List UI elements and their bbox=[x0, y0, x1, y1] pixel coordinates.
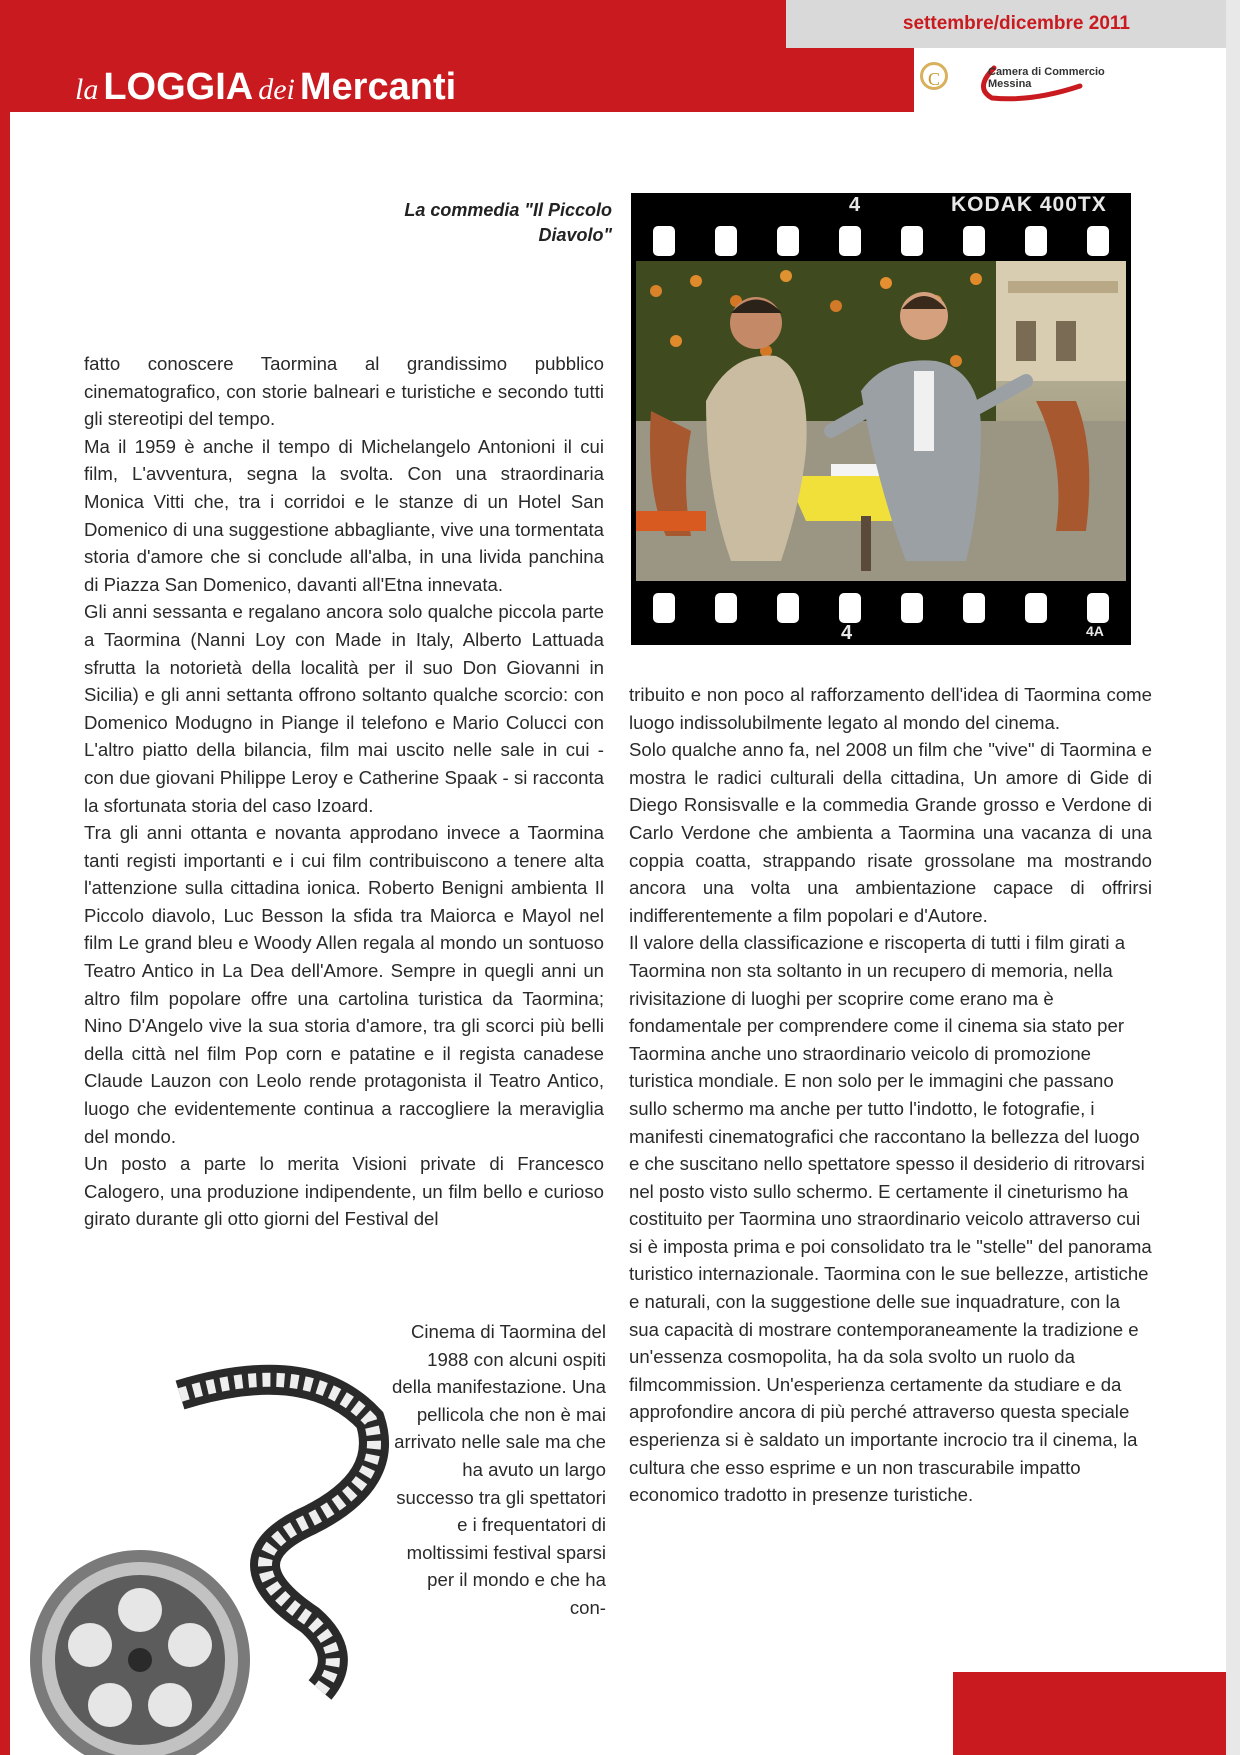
film-perforation bbox=[839, 226, 861, 256]
film-perforation bbox=[777, 226, 799, 256]
film-bottom-code: 4A bbox=[1086, 623, 1104, 639]
film-frame-number: 4 bbox=[849, 194, 861, 216]
article-column-left bbox=[84, 350, 604, 1233]
paragraph: Solo qualche anno fa, nel 2008 un film che "vive" di Taormina e mostra le radici culturali della cittadina, Un amore di Gide di Diego Ronsisvalle e la commedia Grande grosso e Verdone di Carlo Verdone che ambienta a Taormina una vacanza di una coppia coatta, strappando risate grossolane ma mostrando ancora una volta una ambientazione capace di offrirsi indifferentemente a film popolari e d'Autore. bbox=[629, 739, 1152, 926]
paragraph: Cinema di Taormina del 1988 con alcuni ospiti della manifestazione. Una pellicola che non è mai arrivato nelle sale ma che ha avuto un largo successo tra gli spettatori e i frequentatori di moltissimi festival sparsi per il mondo e che ha con- bbox=[392, 1321, 606, 1618]
magazine-logo bbox=[70, 62, 456, 112]
film-perforation bbox=[963, 226, 985, 256]
paragraph: tribuito e non poco al rafforzamento dell'idea di Taormina come luogo indissolubilmente legato al mondo del cinema. bbox=[629, 684, 1152, 733]
film-bottom-number: 4 bbox=[841, 622, 853, 644]
paragraph: Ma il 1959 è anche il tempo di Michelangelo Antonioni il cui film, L'avventura, segna la svolta. Con una straordinaria Monica Vitti che, tra i corridoi e le stanze di un Hotel San Domenico di una suggestione abbagliante, vive una tormentata storia d'amore che si conclude all'alba, in una livida panchina di Piazza San Domenico, davanti all'Etna innevata. bbox=[84, 435, 604, 595]
paragraph: Un posto a parte lo merita Visioni private di Francesco Calogero, una produzione indipendente, un film bello e curioso girato durante gli otto giorni del Festival del bbox=[84, 1153, 604, 1230]
film-brand-label: KODAK 400TX bbox=[951, 193, 1107, 216]
film-perforation bbox=[901, 226, 923, 256]
photo-caption: La commedia "Il Piccolo Diavolo" bbox=[404, 200, 612, 245]
paragraph: Il valore della classificazione e riscoperta di tutti i film girati a Taormina non sta soltanto in un recupero di memoria, nella rivisitazione di luoghi per scoprire come erano ma è fondamentale per comprendere come il cinema sia stato per Taormina anche uno straordinario veicolo di promozione turistica mondiale. E non solo per le immagini che passano sullo schermo ma anche per tutto l'indotto, le fotografie, i manifesti cinematografici che raccontano la bellezza del luogo e che suscitano nello spettatore spesso il desiderio di ritrovarsi nel posto visto sullo schermo. E certamente il cineturismo ha costituito per Taormina uno straordinario veicolo attraverso cui si è imposta prima e poi consolidato tra le "stelle" del panorama turistico internazionale. Taormina con le sue bellezze, artistiche e naturali, con la suggestione delle sue inquadrature, con la sua capacità di mostrare contemporaneamente la tradizione e un'essenza cosmopolita, ha da sola svolto un ruolo da filmcommission. Un'esperienza certamente da studiare e da approfondire ancora di più perché attraverso questa speciale esperienza si è saldato un importante incrocio tra il cinema, la cultura che esso esprime e un non trascurabile impatto economico tradotto in presenze turistiche. bbox=[629, 932, 1152, 1506]
article-column-left-continued bbox=[388, 1318, 606, 1622]
film-perforation bbox=[653, 593, 675, 623]
left-edge-strip bbox=[0, 0, 10, 1755]
film-reel-icon bbox=[10, 1360, 395, 1755]
film-perforation bbox=[715, 593, 737, 623]
film-perforation bbox=[901, 593, 923, 623]
chamber-of-commerce-logo bbox=[920, 58, 1120, 108]
logo-loggia: LOGGIA bbox=[103, 66, 254, 108]
chamber-city: Messina bbox=[988, 78, 1032, 90]
logo-la: la bbox=[75, 73, 99, 106]
logo-dei: dei bbox=[258, 73, 295, 106]
paragraph: Gli anni sessanta e regalano ancora solo qualche piccola parte a Taormina (Nanni Loy con Made in Italy, Alberto Lattuada sfrutta la notorietà della località per il suo Don Giovanni in Sicilia) e gli anni settanta offrono soltanto qualche scorcio: con Domenico Modugno in Piange il telefono e Mario Colucci con L'altro piatto della bilancia, film mai uscito nelle sale in cui - con due giovani Philippe Leroy e Catherine Spaak - si racconta la sfortunata storia del caso Izoard. bbox=[84, 601, 604, 816]
paragraph: Tra gli anni ottanta e novanta approdano invece a Taormina tanti registi importanti e i cui film contribuiscono a tenere alta l'attenzione sulla cittadina ionica. Roberto Benigni ambienta Il Piccolo diavolo, Luc Besson la sfida tra Maiorca e Mayol nel film Le grand bleu e Woody Allen regala al mondo un sontuoso Teatro Antico in La Dea dell'Amore. Sempre in quegli anni un altro film popolare offre una cartolina turistica da Taormina; Nino D'Angelo vive la sua storia d'amore, tra gli scorci più belli della città nel film Pop corn e patatine e il regista canadese Claude Lauzon con Leolo rende protagonista il Teatro Antico, luogo che evidentemente continua a raccogliere la meraviglia del mondo. bbox=[84, 822, 604, 1147]
paragraph: fatto conoscere Taormina al grandissimo pubblico cinematografico, con storie balneari e turistiche e secondo tutti gli stereotipi del tempo. bbox=[84, 353, 604, 430]
film-perforation bbox=[1087, 226, 1109, 256]
chamber-name: Camera di Commercio bbox=[988, 66, 1105, 78]
logo-mercanti: Mercanti bbox=[299, 66, 457, 108]
film-perforation bbox=[839, 593, 861, 623]
film-perforation bbox=[963, 593, 985, 623]
film-strip-photo bbox=[631, 193, 1131, 645]
movie-still bbox=[636, 261, 1126, 581]
film-perforation bbox=[1025, 593, 1047, 623]
issue-date: settembre/dicembre 2011 bbox=[902, 13, 1130, 34]
footer-band bbox=[953, 1672, 1240, 1755]
film-perforation bbox=[777, 593, 799, 623]
film-perforation bbox=[1025, 226, 1047, 256]
film-perforation bbox=[653, 226, 675, 256]
film-perforation bbox=[715, 226, 737, 256]
chamber-emblem-icon: C bbox=[920, 62, 948, 90]
right-edge-strip bbox=[1226, 0, 1240, 1755]
article-column-right bbox=[629, 681, 1152, 1509]
